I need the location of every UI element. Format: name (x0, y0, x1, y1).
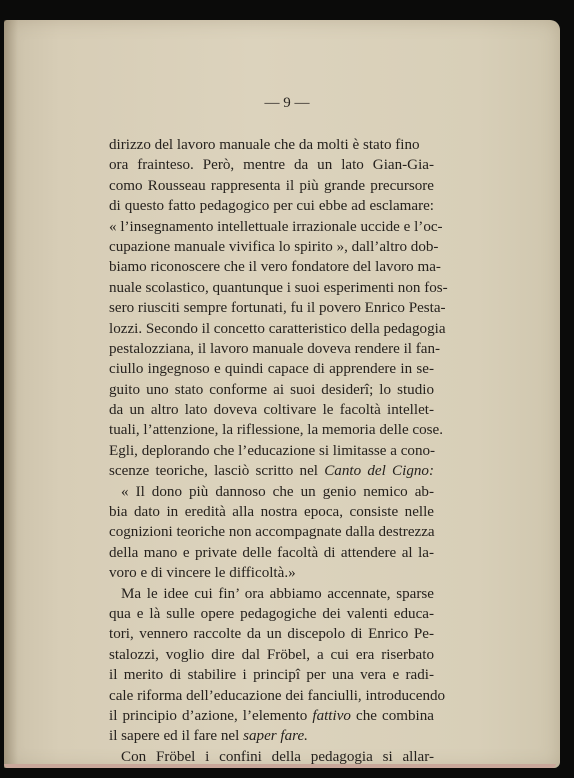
italic-phrase: saper fare. (243, 728, 308, 745)
line-text: cognizioni teoriche non accompagnate dalla destrezza (109, 524, 435, 541)
text-line (109, 400, 434, 420)
line-text: tuali, l’attenzione, la riflessione, la memoria delle cose. (109, 422, 444, 439)
line-text: il merito di stabilire i principî per una vera e radi- (109, 667, 434, 684)
italic-phrase: Canto del Cigno: (324, 463, 434, 480)
line-text: di questo fatto pedagogico per cui ebbe ad esclamare: (109, 198, 434, 215)
text-line (109, 461, 434, 481)
line-text: guito uno stato conforme ai suoi desiderî; lo studio (109, 381, 434, 398)
line-text: qua e là sulle opere pedagogiche dei valenti educa- (109, 605, 434, 622)
text-line (109, 176, 434, 196)
line-text: Egli, deplorando che l’educazione si limitasse a cono- (109, 442, 436, 459)
line-text: ciullo ingegnoso e quindi capace di apprendere in se- (109, 361, 434, 378)
text-line (109, 584, 434, 604)
text-line (109, 482, 434, 502)
line-text: bia dato in eredità alla nostra epoca, consiste nelle (109, 504, 434, 521)
line-text: nuale scolastico, quantunque i suoi esperimenti non fos- (109, 279, 448, 296)
line-text: pestalozziana, il lavoro manuale doveva rendere il fan- (109, 340, 441, 357)
line-text: il sapere ed il fare nel (109, 728, 240, 745)
line-text: cupazione manuale vivifica lo spirito », dall’altro dob- (109, 238, 439, 255)
line-text: da un altro lato doveva coltivare le facoltà intellet- (109, 402, 434, 419)
line-text: como Rousseau rappresenta il più grande precursore (109, 177, 434, 194)
text-line (109, 645, 434, 665)
italic-phrase: fattivo (312, 707, 351, 724)
text-line (109, 441, 434, 461)
line-text: della mano e private delle facoltà di attendere al la- (109, 544, 434, 561)
text-line (109, 319, 446, 339)
line-text: stalozzi, voglio dire dal Fröbel, a cui era riserbato (109, 646, 434, 663)
text-line (109, 502, 434, 522)
line-text-after: che combina (356, 707, 434, 724)
text-line (109, 217, 443, 237)
line-text: biamo riconoscere che il vero fondatore del lavoro ma- (109, 259, 441, 276)
text-line (109, 624, 434, 644)
line-text: Con Fröbel i confini della pedagogia si allar- (121, 748, 434, 765)
page-gutter-shadow (4, 20, 18, 768)
text-line (109, 604, 434, 624)
line-text: « Il dono più dannoso che un genio nemico ab- (121, 483, 434, 500)
line-text: « l’insegnamento intellettuale irrazionale uccide e l’oc- (109, 218, 443, 235)
text-line (109, 257, 441, 277)
text-line (109, 665, 434, 685)
text-line (109, 278, 448, 298)
line-text: voro e di vincere le difficoltà.» (109, 565, 296, 582)
text-line (109, 686, 446, 706)
line-text: sero riusciti sempre fortunati, fu il povero Enrico Pesta- (109, 300, 446, 317)
text-line (109, 726, 434, 746)
text-line (109, 380, 434, 400)
text-line (109, 747, 434, 767)
body-text (109, 135, 448, 767)
text-line (109, 420, 444, 440)
line-text: dirizzo del lavoro manuale che da molti è stato fino (109, 137, 420, 153)
line-text: il principio d’azione, l’elemento (109, 707, 308, 724)
text-line (109, 298, 446, 318)
text-line (109, 522, 434, 542)
text-line (109, 359, 434, 379)
line-text: Ma le idee cui fin’ ora abbiamo accennate, sparse (121, 585, 434, 602)
text-line (109, 563, 434, 583)
text-line (109, 339, 441, 359)
text-line (109, 237, 439, 257)
text-line (109, 543, 434, 563)
text-line (109, 706, 434, 726)
line-text: scenze teoriche, lasciò scritto nel (109, 463, 318, 480)
text-line (109, 196, 434, 216)
text-line (109, 135, 434, 155)
page-number: — 9 — (264, 95, 310, 111)
line-text: tori, vennero raccolte da un discepolo di Enrico Pe- (109, 626, 434, 643)
line-text: lozzi. Secondo il concetto caratteristico della pedagogia (109, 320, 446, 337)
line-text: ora frainteso. Però, mentre da un lato Gian-Gia- (109, 157, 434, 174)
line-text: cale riforma dell’educazione dei fanciulli, introducendo (109, 687, 446, 704)
text-line (109, 155, 434, 175)
